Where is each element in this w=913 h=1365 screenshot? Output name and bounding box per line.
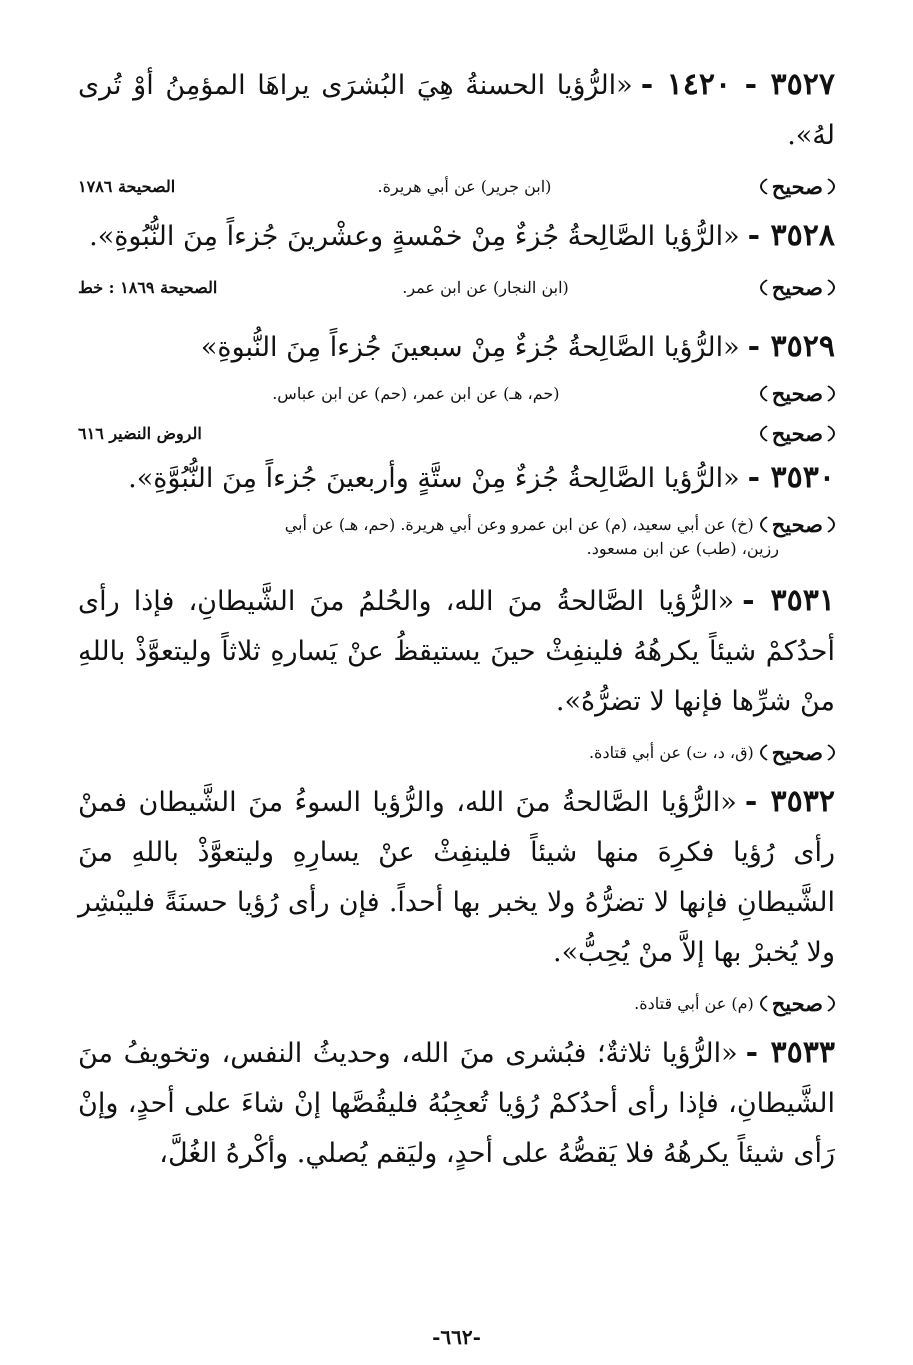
grade-badge: صحيح: [760, 379, 835, 408]
hadith-number: ٣٥٣٣ -: [745, 1035, 835, 1070]
hadith-number: ٣٥٢٩ -: [747, 329, 835, 364]
grade-badge: صحيح: [760, 172, 835, 201]
hadith-text: «الرُّؤيا الصَّالِحةُ جُزءٌ مِنْ خمْسةٍ وعشْرينَ جُزءاً مِنَ النُّبُوةِ».: [89, 221, 740, 252]
reference: الروض النضير ٦١٦: [78, 423, 202, 443]
hadith-number: ٣٥٢٨ -: [747, 218, 835, 253]
hadith-number: ٣٥٣٢ -: [744, 784, 835, 819]
hadith-3533: [78, 1028, 835, 1179]
hadith-3530: [78, 453, 835, 504]
grade-badge: صحيح: [760, 989, 835, 1018]
hadith-number: ٣٥٣٠ -: [747, 460, 835, 495]
hadith-text: «الرُّؤيا الصَّالحةُ منَ الله، والرُّؤيا السوءُ منَ الشَّيطان فمنْ رأى رُؤيا فكرِهَ منها شيئاً فلينفِثْ عنْ يسارِهِ وليتعوَّذْ باللهِ منَ الشَّيطانِ فإنها لا تضرُّهُ ولا يخبر بها أحداً. فإن رأى رُؤيا حسنَةً فليبْشِر ولا يُخبرْ بها إلاَّ منْ يُحِبُّ».: [78, 787, 835, 968]
hadith-text: «الرُّؤيا الصَّالحةُ منَ الله، والحُلمُ منَ الشَّيطانِ، فإذا رأى أحدُكمْ شيئاً يكرهُهُ فلينفِثْ حينَ يستيقظُ عنْ يَسارهِ ثلاثاً وليتعوَّذْ باللهِ منْ شرِّها فإنها لا تضرُّهُ».: [78, 586, 835, 717]
hadith-3528: [78, 211, 835, 262]
source-citation: (م) عن أبي قتادة.: [634, 993, 754, 1013]
hadith-3531: [78, 576, 835, 727]
grade-badge: صحيح: [760, 738, 835, 767]
grade-badge: صحيح: [760, 510, 835, 539]
grade-row: [78, 373, 835, 413]
page-content: [78, 60, 835, 1179]
grade-row: [78, 727, 835, 777]
grade-row: [78, 161, 835, 211]
hadith-text: «الرُّؤيا الحسنةُ هِيَ البُشرَى يراهَا المؤمِنُ أوْ تُرى لهُ».: [78, 70, 835, 151]
grade-row: [78, 978, 835, 1028]
page-number: -٦٦٢-: [432, 1325, 481, 1349]
source-citation-continued: رزين، (طب) عن ابن مسعود.: [586, 539, 779, 558]
reference: الصحيحة ١٨٦٩ : خط: [78, 277, 218, 297]
source-citation: (ابن النجار) عن ابن عمر.: [402, 277, 569, 297]
source-citation: (ق، د، ت) عن أبي قتادة.: [588, 742, 754, 762]
source-citation: (خ) عن أبي سعيد، (م) عن ابن عمرو وعن أبي هريرة. (حم، هـ) عن أبي: [284, 514, 754, 534]
hadith-3527: [78, 60, 835, 161]
source-citation: (ابن جرير) عن أبي هريرة.: [377, 176, 552, 196]
hadith-number: ٣٥٣١ -: [742, 583, 835, 618]
hadith-number: ٣٥٢٧ - ١٤٢٠ -: [640, 67, 835, 102]
hadith-3529: [78, 322, 835, 373]
hadith-text: «الرُّؤيا الصَّالِحةُ جُزءٌ مِنْ سبعينَ جُزءاً مِنَ النُّبوةِ»: [200, 332, 740, 363]
grade-badge: صحيح: [760, 419, 835, 448]
grade-row: [78, 262, 835, 312]
hadith-text: «الرُّؤيا الصَّالِحةُ جُزءٌ مِنْ ستَّةٍ وأربعينَ جُزءاً مِنَ النُّبُوَّةِ».: [128, 463, 740, 494]
hadith-text: «الرُّؤيا ثلاثةٌ؛ فبُشرى منَ الله، وحديثُ النفس، وتخويفُ منَ الشَّيطانِ، فإذا رأى أحدُكمْ رُؤيا تُعجِبُهُ فليقُصَّها إنْ شاءَ على أحدٍ، وإنْ رَأى شيئاً يكرهُهُ فلا يَقصُّهُ على أحدٍ، وليَقم يُصلي. وأكْرهُ الغُلَّ،: [78, 1038, 836, 1169]
source-citation: (حم، هـ) عن ابن عمر، (حم) عن ابن عباس.: [272, 383, 560, 403]
hadith-3532: [78, 777, 835, 978]
reference: الصحيحة ١٧٨٦: [78, 176, 176, 196]
grade-row: [78, 413, 835, 453]
grade-badge: صحيح: [760, 273, 835, 302]
